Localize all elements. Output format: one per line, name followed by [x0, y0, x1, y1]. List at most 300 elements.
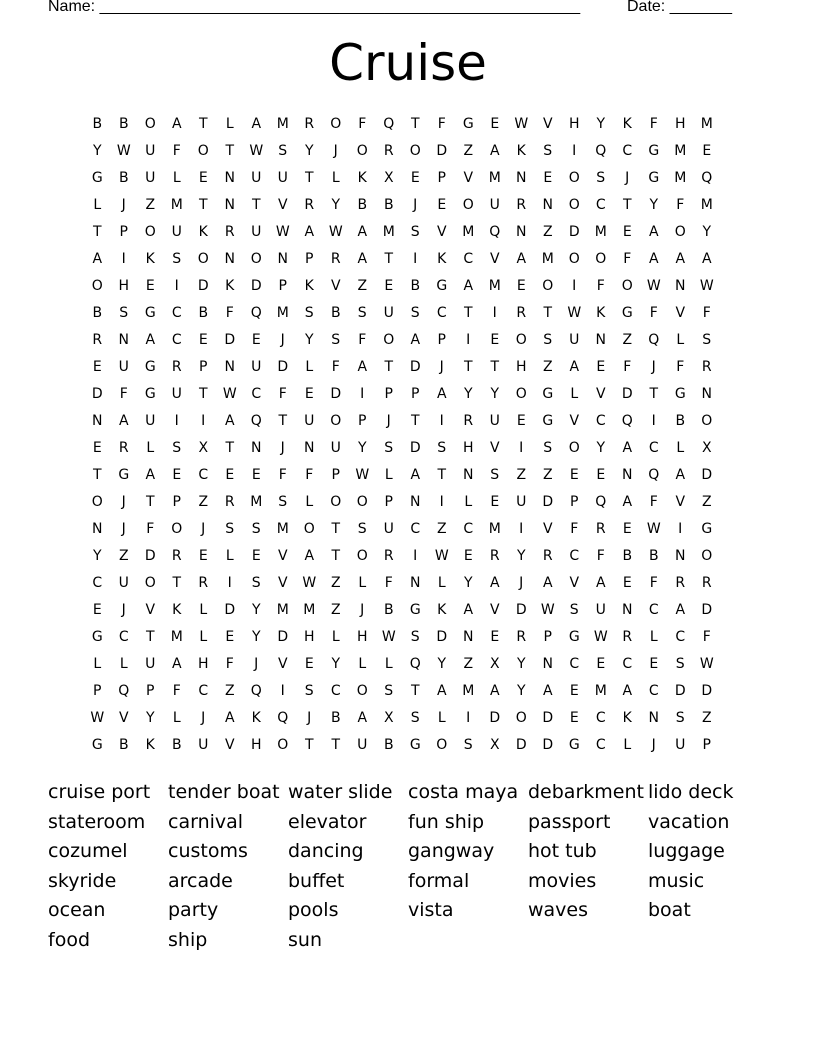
grid-letter: Z	[542, 223, 553, 240]
grid-letter: P	[278, 277, 287, 294]
grid-letter: C	[171, 331, 182, 348]
word-bank-item: boat	[648, 899, 691, 922]
grid-letter: R	[516, 196, 527, 213]
word-bank-item: vacation	[648, 810, 730, 833]
grid-letter: I	[572, 142, 577, 159]
grid-letter: V	[569, 574, 580, 591]
grid-letter: O	[277, 736, 289, 753]
grid-letter: F	[649, 574, 658, 591]
grid-letter: N	[410, 493, 421, 510]
grid-row	[84, 569, 744, 596]
grid-letter: M	[674, 142, 687, 159]
grid-letter: R	[304, 115, 315, 132]
grid-letter: P	[199, 358, 208, 375]
grid-letter: D	[436, 628, 448, 645]
grid-letter: M	[674, 169, 687, 186]
grid-letter: K	[198, 223, 208, 240]
grid-letter: J	[333, 142, 338, 159]
grid-letter: E	[622, 520, 632, 537]
grid-letter: J	[439, 358, 444, 375]
grid-letter: E	[198, 331, 208, 348]
grid-letter: B	[92, 304, 103, 321]
grid-letter: Q	[250, 304, 262, 321]
grid-letter: N	[516, 223, 527, 240]
grid-letter: I	[651, 412, 656, 429]
grid-letter: G	[674, 385, 686, 402]
grid-letter: F	[596, 547, 605, 564]
grid-letter: M	[276, 520, 289, 537]
grid-letter: P	[437, 331, 446, 348]
grid-letter: M	[276, 304, 289, 321]
grid-letter: V	[489, 250, 500, 267]
grid-letter: Q	[118, 682, 130, 699]
grid-letter: C	[648, 682, 659, 699]
grid-letter: T	[463, 358, 473, 375]
grid-letter: B	[383, 196, 394, 213]
grid-row	[84, 596, 744, 623]
grid-letter: S	[119, 304, 129, 321]
grid-letter: G	[568, 628, 580, 645]
grid-letter: T	[172, 574, 182, 591]
word-bank-item: party	[168, 899, 219, 922]
grid-letter: P	[305, 250, 314, 267]
grid-letter: B	[171, 736, 182, 753]
grid-letter: V	[542, 115, 553, 132]
grid-letter: D	[674, 682, 686, 699]
grid-letter: Y	[596, 439, 606, 456]
grid-letter: D	[542, 493, 554, 510]
grid-row	[84, 704, 744, 731]
grid-letter: R	[595, 520, 606, 537]
grid-letter: C	[463, 520, 474, 537]
grid-letter: H	[118, 277, 130, 294]
grid-letter: T	[384, 250, 394, 267]
grid-letter: E	[225, 466, 235, 483]
grid-letter: M	[250, 493, 263, 510]
grid-letter: T	[410, 115, 420, 132]
grid-letter: O	[568, 169, 580, 186]
grid-letter: A	[489, 574, 500, 591]
grid-letter: O	[356, 142, 368, 159]
word-bank-item: buffet	[288, 869, 345, 892]
grid-letter: R	[224, 223, 235, 240]
grid-letter: N	[251, 439, 262, 456]
grid-letter: U	[198, 736, 209, 753]
grid-letter: D	[515, 601, 527, 618]
grid-letter: W	[90, 709, 105, 726]
grid-letter: U	[383, 304, 394, 321]
grid-letter: A	[675, 601, 686, 618]
grid-letter: A	[675, 250, 686, 267]
grid-letter: F	[570, 520, 579, 537]
grid-row	[84, 353, 744, 380]
grid-letter: M	[594, 223, 607, 240]
grid-letter: O	[462, 196, 474, 213]
grid-letter: P	[543, 628, 552, 645]
grid-letter: D	[701, 466, 713, 483]
grid-letter: S	[543, 439, 553, 456]
grid-letter: S	[278, 493, 288, 510]
grid-letter: Z	[436, 520, 447, 537]
grid-letter: L	[649, 628, 658, 645]
grid-letter: N	[118, 331, 129, 348]
grid-letter: D	[436, 142, 448, 159]
grid-letter: P	[146, 682, 155, 699]
letter-grid	[84, 110, 744, 758]
grid-letter: A	[542, 682, 553, 699]
grid-letter: G	[701, 520, 713, 537]
grid-letter: L	[676, 439, 685, 456]
word-bank-item: carnival	[168, 810, 244, 833]
grid-letter: Q	[648, 331, 660, 348]
grid-letter: Q	[621, 412, 633, 429]
grid-letter: K	[357, 169, 367, 186]
grid-letter: S	[304, 682, 314, 699]
grid-letter: M	[276, 601, 289, 618]
grid-letter: S	[304, 304, 314, 321]
grid-letter: Z	[224, 682, 235, 699]
grid-letter: E	[145, 277, 155, 294]
grid-letter: L	[199, 628, 208, 645]
grid-letter: B	[383, 736, 394, 753]
grid-letter: T	[304, 169, 314, 186]
grid-letter: E	[596, 655, 606, 672]
grid-letter: H	[515, 358, 527, 375]
grid-letter: A	[118, 412, 129, 429]
grid-row	[84, 677, 744, 704]
grid-letter: T	[92, 466, 102, 483]
grid-letter: Z	[145, 196, 156, 213]
grid-letter: N	[410, 574, 421, 591]
grid-letter: D	[701, 682, 713, 699]
grid-letter: J	[121, 493, 126, 510]
grid-letter: U	[330, 439, 341, 456]
grid-letter: V	[489, 439, 500, 456]
grid-letter: V	[224, 736, 235, 753]
grid-letter: B	[330, 709, 341, 726]
grid-letter: J	[413, 196, 418, 213]
grid-row	[84, 461, 744, 488]
grid-letter: T	[198, 115, 208, 132]
grid-letter: P	[384, 493, 393, 510]
grid-letter: S	[410, 628, 420, 645]
grid-letter: I	[466, 709, 471, 726]
grid-letter: Y	[463, 385, 473, 402]
grid-letter: M	[276, 115, 289, 132]
grid-letter: I	[280, 682, 285, 699]
grid-letter: W	[434, 547, 449, 564]
grid-letter: J	[254, 655, 259, 672]
grid-letter: E	[516, 277, 526, 294]
grid-letter: T	[145, 493, 155, 510]
grid-letter: G	[648, 169, 660, 186]
grid-letter: T	[331, 736, 341, 753]
grid-letter: A	[304, 547, 315, 564]
grid-letter: V	[436, 223, 447, 240]
grid-letter: D	[542, 736, 554, 753]
grid-letter: F	[225, 304, 234, 321]
grid-letter: L	[331, 169, 340, 186]
grid-letter: F	[649, 304, 658, 321]
grid-letter: T	[622, 196, 632, 213]
grid-letter: Q	[383, 115, 395, 132]
grid-row	[84, 245, 744, 272]
grid-letter: E	[304, 385, 314, 402]
grid-letter: A	[463, 601, 474, 618]
grid-letter: D	[277, 628, 289, 645]
grid-letter: J	[280, 331, 285, 348]
grid-letter: O	[250, 250, 262, 267]
grid-letter: S	[225, 520, 235, 537]
grid-letter: J	[651, 358, 656, 375]
grid-letter: A	[622, 682, 633, 699]
grid-letter: J	[201, 520, 206, 537]
grid-letter: U	[118, 358, 129, 375]
grid-letter: A	[489, 142, 500, 159]
grid-letter: T	[384, 358, 394, 375]
word-bank-item: sun	[288, 928, 322, 951]
date-field-label: Date: _______	[627, 0, 732, 15]
grid-letter: C	[648, 601, 659, 618]
grid-letter: E	[251, 547, 261, 564]
grid-letter: W	[514, 115, 529, 132]
grid-letter: B	[118, 169, 129, 186]
word-bank-item: water slide	[288, 781, 393, 803]
grid-letter: N	[542, 196, 553, 213]
grid-letter: I	[227, 574, 232, 591]
grid-letter: O	[674, 223, 686, 240]
grid-letter: V	[675, 493, 686, 510]
grid-letter: U	[304, 412, 315, 429]
grid-letter: L	[172, 709, 181, 726]
grid-letter: I	[360, 385, 365, 402]
grid-row	[84, 380, 744, 407]
grid-letter: C	[675, 628, 686, 645]
word-bank-item: formal	[408, 869, 470, 892]
grid-letter: N	[675, 547, 686, 564]
grid-letter: W	[275, 223, 290, 240]
grid-letter: Y	[251, 601, 261, 618]
grid-letter: N	[304, 439, 315, 456]
grid-letter: S	[251, 574, 261, 591]
grid-letter: W	[567, 304, 582, 321]
grid-letter: I	[174, 277, 179, 294]
grid-letter: U	[171, 223, 182, 240]
word-bank-item: debarkment	[528, 781, 644, 803]
grid-letter: L	[384, 466, 393, 483]
grid-letter: A	[595, 574, 606, 591]
grid-letter: B	[92, 115, 103, 132]
grid-row	[84, 515, 744, 542]
grid-letter: A	[304, 223, 315, 240]
grid-letter: Q	[595, 493, 607, 510]
grid-letter: O	[197, 250, 209, 267]
grid-letter: S	[596, 169, 606, 186]
grid-letter: R	[701, 574, 712, 591]
grid-letter: G	[91, 169, 103, 186]
grid-letter: P	[331, 466, 340, 483]
grid-letter: A	[357, 250, 368, 267]
grid-letter: B	[330, 304, 341, 321]
grid-letter: Z	[330, 601, 341, 618]
grid-letter: J	[201, 709, 206, 726]
grid-letter: X	[198, 439, 209, 456]
grid-letter: N	[648, 709, 659, 726]
grid-letter: F	[384, 574, 393, 591]
grid-letter: F	[172, 142, 181, 159]
grid-letter: N	[224, 250, 235, 267]
word-bank-item: food	[48, 928, 90, 951]
grid-letter: R	[542, 547, 553, 564]
grid-row	[84, 407, 744, 434]
grid-letter: U	[145, 142, 156, 159]
grid-row	[84, 137, 744, 164]
grid-letter: Z	[463, 142, 474, 159]
grid-letter: O	[515, 709, 527, 726]
grid-letter: G	[409, 601, 421, 618]
grid-letter: N	[224, 169, 235, 186]
grid-letter: O	[91, 493, 103, 510]
grid-letter: P	[411, 385, 420, 402]
grid-letter: D	[701, 601, 713, 618]
grid-letter: L	[358, 655, 367, 672]
grid-letter: U	[145, 655, 156, 672]
word-bank-item: ship	[168, 928, 208, 951]
grid-letter: N	[463, 466, 474, 483]
grid-letter: O	[568, 250, 580, 267]
grid-letter: E	[622, 223, 632, 240]
grid-letter: W	[381, 628, 396, 645]
grid-letter: O	[568, 196, 580, 213]
grid-letter: U	[383, 520, 394, 537]
grid-letter: O	[515, 331, 527, 348]
word-bank-item: fun ship	[408, 810, 485, 833]
grid-letter: E	[92, 358, 102, 375]
grid-letter: N	[463, 628, 474, 645]
grid-letter: Z	[463, 655, 474, 672]
grid-letter: N	[622, 466, 633, 483]
grid-letter: F	[278, 385, 287, 402]
grid-letter: C	[198, 682, 209, 699]
grid-letter: N	[224, 196, 235, 213]
grid-letter: Q	[595, 142, 607, 159]
grid-letter: V	[542, 520, 553, 537]
grid-letter: A	[701, 250, 712, 267]
grid-letter: S	[172, 250, 182, 267]
word-bank-item: customs	[168, 840, 248, 863]
grid-letter: A	[224, 412, 235, 429]
grid-letter: B	[675, 412, 686, 429]
grid-letter: C	[198, 466, 209, 483]
grid-letter: B	[648, 547, 659, 564]
grid-letter: J	[121, 520, 126, 537]
grid-letter: T	[437, 466, 447, 483]
word-bank-item: cozumel	[48, 840, 128, 863]
word-bank-item: passport	[528, 810, 611, 833]
grid-letter: D	[91, 385, 103, 402]
grid-letter: I	[174, 412, 179, 429]
grid-letter: Q	[277, 709, 289, 726]
grid-letter: E	[92, 601, 102, 618]
grid-letter: C	[622, 142, 633, 159]
grid-letter: T	[410, 682, 420, 699]
grid-letter: R	[330, 250, 341, 267]
grid-letter: G	[542, 412, 554, 429]
grid-letter: T	[490, 358, 500, 375]
grid-letter: Z	[701, 709, 712, 726]
grid-letter: E	[490, 331, 500, 348]
grid-letter: E	[410, 169, 420, 186]
grid-letter: C	[648, 439, 659, 456]
grid-letter: A	[92, 250, 103, 267]
grid-letter: L	[464, 493, 473, 510]
word-bank-item: movies	[528, 869, 597, 892]
grid-letter: C	[622, 655, 633, 672]
grid-letter: L	[225, 115, 234, 132]
grid-letter: G	[144, 304, 156, 321]
grid-letter: E	[622, 574, 632, 591]
grid-letter: Y	[649, 196, 659, 213]
grid-letter: Q	[648, 466, 660, 483]
grid-letter: S	[490, 466, 500, 483]
grid-letter: A	[357, 223, 368, 240]
grid-letter: O	[330, 412, 342, 429]
grid-letter: V	[595, 385, 606, 402]
grid-letter: N	[701, 385, 712, 402]
grid-letter: S	[702, 331, 712, 348]
grid-letter: L	[172, 169, 181, 186]
grid-letter: N	[92, 412, 103, 429]
grid-letter: K	[437, 250, 447, 267]
grid-letter: C	[330, 682, 341, 699]
grid-letter: F	[358, 331, 367, 348]
grid-letter: E	[92, 439, 102, 456]
grid-letter: O	[197, 142, 209, 159]
grid-letter: E	[569, 709, 579, 726]
grid-letter: T	[410, 412, 420, 429]
grid-letter: A	[675, 466, 686, 483]
grid-letter: T	[331, 520, 341, 537]
grid-letter: L	[437, 574, 446, 591]
grid-letter: I	[121, 250, 126, 267]
grid-letter: W	[540, 601, 555, 618]
grid-letter: K	[516, 142, 526, 159]
grid-letter: S	[357, 304, 367, 321]
grid-letter: C	[595, 196, 606, 213]
grid-letter: J	[121, 196, 126, 213]
grid-letter: X	[383, 169, 394, 186]
grid-row	[84, 218, 744, 245]
grid-letter: H	[462, 439, 474, 456]
grid-letter: U	[251, 169, 262, 186]
grid-letter: E	[463, 547, 473, 564]
grid-letter: Q	[250, 412, 262, 429]
grid-letter: I	[466, 331, 471, 348]
grid-letter: C	[436, 304, 447, 321]
grid-letter: U	[171, 385, 182, 402]
grid-letter: S	[410, 223, 420, 240]
grid-letter: E	[225, 628, 235, 645]
grid-letter: P	[93, 682, 102, 699]
grid-letter: A	[357, 358, 368, 375]
grid-letter: H	[674, 115, 686, 132]
grid-letter: G	[568, 736, 580, 753]
grid-letter: Z	[701, 493, 712, 510]
grid-letter: P	[172, 493, 181, 510]
grid-letter: A	[569, 358, 580, 375]
grid-letter: T	[649, 385, 659, 402]
grid-letter: P	[384, 385, 393, 402]
